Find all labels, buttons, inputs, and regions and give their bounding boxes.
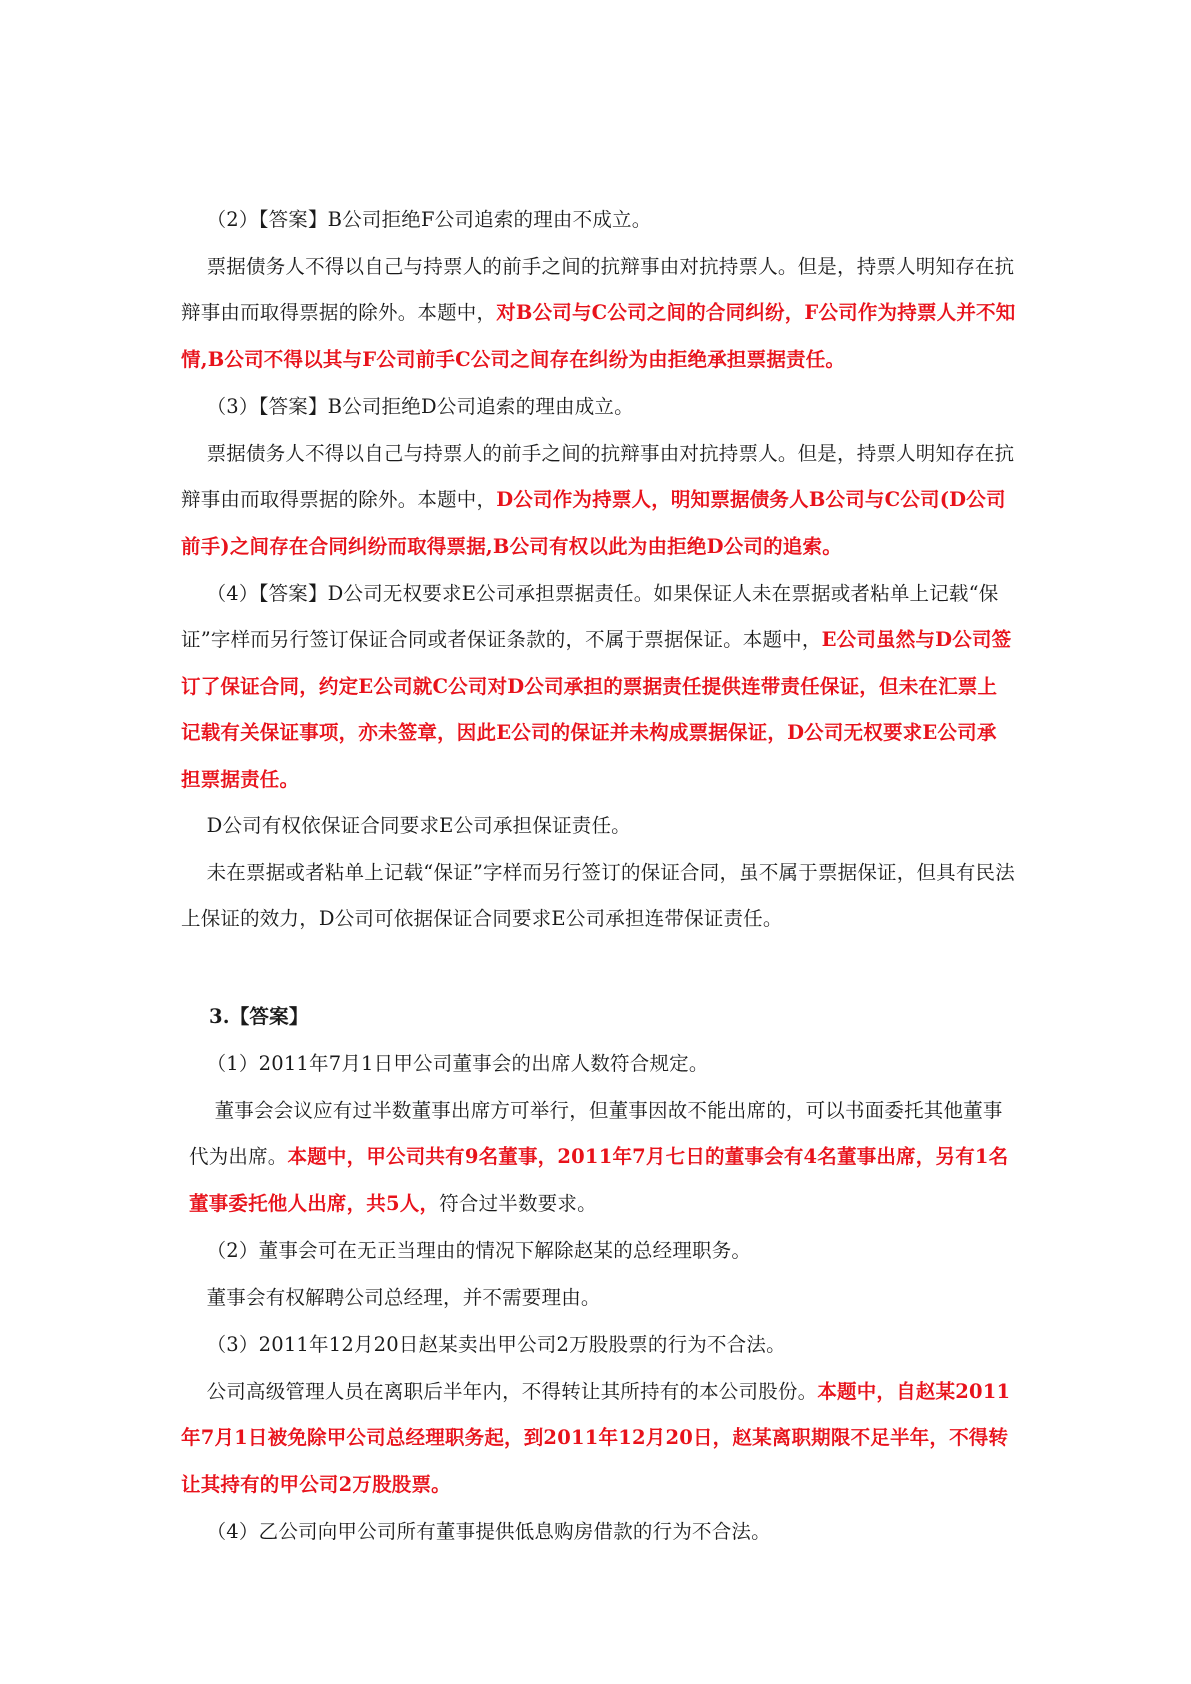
q3-answer-2-explanation-text: 董事会有权解聘公司总经理，并不需要理由。 (206, 1285, 601, 1309)
answer-4-key-point: E公司虽然与D公司签订了保证合同，约定E公司就C公司对D公司承担的票据责任提供连带责任保证，但未在汇票上记载有关保证事项，亦未签章，因此E公司的保证并未构成票据保证，D公司无权要求E公司承担票据责任。 (181, 628, 1012, 791)
answer-3-heading-text: （3）【答案】B公司拒绝D公司追索的理由成立。 (206, 394, 634, 418)
question-3-answer-heading-text: 3.【答案】 (208, 1004, 309, 1028)
q3-answer-3-heading-text: （3）2011年12月20日赵某卖出甲公司2万股股票的行为不合法。 (206, 1332, 786, 1356)
q3-answer-1-key-point: 本题中，甲公司共有9名董事，2011年7月七日的董事会有4名董事出席，另有1名董事委托他人出席，共5人， (189, 1145, 1009, 1215)
q3-answer-3-explanation-text: 公司高级管理人员在离职后半年内，不得转让其所持有的本公司股份。 (206, 1379, 818, 1403)
answer-2-explanation-text: 票据债务人不得以自己与持票人的前手之间的抗辩事由对抗持票人。但是，持票人明知存在抗辩事由而取得票据的除外。本题中， (181, 254, 1015, 324)
answer-3-key-point: D公司作为持票人，明知票据债务人B公司与C公司(D公司前手)之间存在合同纠纷而取得票据,B公司有权以此为由拒绝D公司的追索。 (181, 488, 1006, 558)
answer-3-explanation-text: 票据债务人不得以自己与持票人的前手之间的抗辩事由对抗持票人。但是，持票人明知存在抗辩事由而取得票据的除外。本题中， (181, 441, 1015, 511)
answer-2-key-point: 对B公司与C公司之间的合同纠纷，F公司作为持票人并不知情,B公司不得以其与F公司前手C公司之间存在纠纷为由拒绝承担票据责任。 (181, 301, 1016, 371)
q3-answer-2-heading-text: （2）董事会可在无正当理由的情况下解除赵某的总经理职务。 (206, 1238, 752, 1262)
answer-4-note-text: D公司有权依保证合同要求E公司承担保证责任。 (206, 813, 631, 837)
q3-answer-1-conclusion: 符合过半数要求。 (439, 1191, 597, 1215)
q3-answer-1-explanation-text: 董事会会议应有过半数董事出席方可举行，但董事因故不能出席的，可以书面委托其他董事代为出席。 (189, 1098, 1003, 1168)
q3-answer-1-heading-text: （1）2011年7月1日甲公司董事会的出席人数符合规定。 (206, 1051, 709, 1075)
answer-2-heading-text: （2）【答案】B公司拒绝F公司追索的理由不成立。 (206, 207, 652, 231)
answer-4-detail-text: 未在票据或者粘单上记载“保证”字样而另行签订的保证合同，虽不属于票据保证，但具有民法上保证的效力，D公司可依据保证合同要求E公司承担连带保证责任。 (181, 860, 1015, 930)
q3-answer-4-heading-text: （4）乙公司向甲公司所有董事提供低息购房借款的行为不合法。 (206, 1519, 771, 1543)
q3-answer-3-key-point: 本题中，自赵某2011年7月1日被免除甲公司总经理职务起，到2011年12月20日，赵某离职期限不足半年，不得转让其持有的甲公司2万股股票。 (181, 1379, 1011, 1496)
answer-4-explanation-text: （4）【答案】D公司无权要求E公司承担票据责任。如果保证人未在票据或者粘单上记载“保证”字样而另行签订保证合同或者保证条款的，不属于票据保证。本题中， (181, 581, 999, 651)
q3-answer-4-heading (181, 1462, 1016, 1602)
